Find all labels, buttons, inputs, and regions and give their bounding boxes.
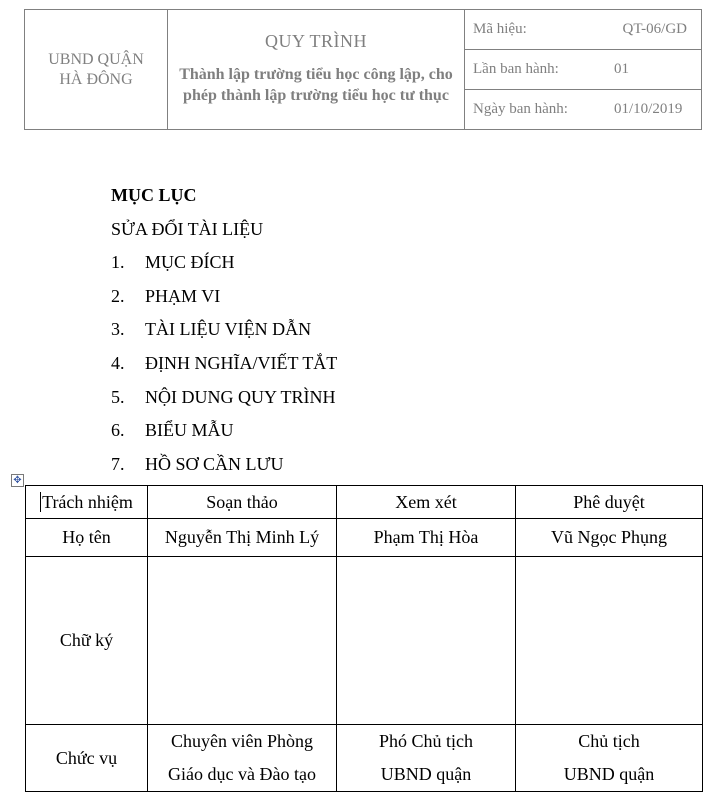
toc-item-number: 3.: [111, 319, 125, 340]
column-header-label: Trách nhiệm: [42, 491, 133, 512]
toc-heading: MỤC LỤC: [111, 185, 197, 205]
toc-item: [111, 350, 337, 384]
toc-item-label: HỒ SƠ CẦN LƯU: [145, 453, 284, 474]
drafter-name[interactable]: Nguyễn Thị Minh Lý: [148, 519, 337, 557]
approver-name[interactable]: Vũ Ngọc Phụng: [516, 519, 703, 557]
toc-item-number: 5.: [111, 386, 125, 407]
toc-item-number: 4.: [111, 352, 125, 373]
position-row-label[interactable]: Chức vụ: [26, 725, 148, 792]
toc-item: [111, 316, 337, 350]
organization-name: UBND QUẬN HÀ ĐÔNG: [48, 50, 144, 88]
toc-item: [111, 384, 337, 418]
table-row: [26, 725, 703, 792]
toc-item-label: MỤC ĐÍCH: [145, 252, 235, 273]
toc-item: [111, 249, 337, 283]
approver-signature-cell[interactable]: [516, 557, 703, 725]
title-cell: [168, 10, 465, 130]
signature-table: [25, 485, 703, 792]
toc-item-label: BIỂU MẪU: [145, 420, 234, 441]
toc-item-label: PHẠM VI: [145, 285, 221, 306]
meta-row-code: [465, 10, 701, 50]
table-header-row: [26, 486, 703, 519]
meta-label: Ngày ban hành:: [465, 90, 604, 130]
toc-item: [111, 283, 337, 317]
drafter-signature-cell[interactable]: [148, 557, 337, 725]
toc-item-number: 7.: [111, 453, 125, 474]
move-table-icon[interactable]: ✥: [11, 474, 24, 487]
document-subject: Thành lập trường tiểu học công lập, cho phép thành lập trường tiểu học tư thục: [179, 66, 453, 104]
meta-value: QT-06/GD: [604, 10, 701, 50]
text-cursor: [40, 492, 41, 512]
table-row: [26, 519, 703, 557]
position-line: UBND quận: [563, 764, 655, 784]
meta-row-date: [465, 90, 701, 130]
position-line: Giáo dục và Đào tạo: [168, 764, 316, 784]
document-header: [24, 9, 702, 130]
document-type: QUY TRÌNH: [265, 31, 367, 51]
toc-revision: SỬA ĐỔI TÀI LIỆU: [111, 218, 264, 239]
column-header-reviewed[interactable]: Xem xét: [337, 486, 516, 519]
toc-item: [111, 451, 337, 485]
drafter-position[interactable]: [148, 725, 337, 792]
column-header-approved[interactable]: Phê duyệt: [516, 486, 703, 519]
column-header-responsibility[interactable]: [26, 486, 148, 519]
reviewer-name[interactable]: Phạm Thị Hòa: [337, 519, 516, 557]
meta-label: Lần ban hành:: [465, 50, 604, 90]
meta-row-issue: [465, 50, 701, 90]
meta-value: 01: [604, 50, 701, 90]
table-row: [26, 557, 703, 725]
metadata-cell: [465, 10, 702, 130]
meta-value: 01/10/2019: [604, 90, 701, 130]
toc-item-label: ĐỊNH NGHĨA/VIẾT TẮT: [145, 352, 338, 373]
toc-item-label: TÀI LIỆU VIỆN DẪN: [145, 319, 312, 340]
table-of-contents: [111, 182, 337, 484]
reviewer-signature-cell[interactable]: [337, 557, 516, 725]
toc-item-label: NỘI DUNG QUY TRÌNH: [145, 386, 336, 407]
name-row-label[interactable]: Họ tên: [26, 519, 148, 557]
position-line: Chuyên viên Phòng: [171, 731, 313, 751]
position-line: UBND quận: [380, 764, 472, 784]
position-line: Phó Chủ tịch: [378, 731, 473, 751]
toc-item: [111, 417, 337, 451]
organization-cell: [25, 10, 168, 130]
metadata-table: [465, 10, 701, 129]
meta-label: Mã hiệu:: [465, 10, 604, 50]
toc-item-number: 6.: [111, 420, 125, 441]
toc-item-number: 1.: [111, 252, 125, 273]
toc-item-number: 2.: [111, 285, 125, 306]
signature-row-label[interactable]: Chữ ký: [26, 557, 148, 725]
column-header-drafted[interactable]: Soạn thảo: [148, 486, 337, 519]
position-line: Chủ tịch: [578, 731, 640, 751]
approver-position[interactable]: [516, 725, 703, 792]
reviewer-position[interactable]: [337, 725, 516, 792]
